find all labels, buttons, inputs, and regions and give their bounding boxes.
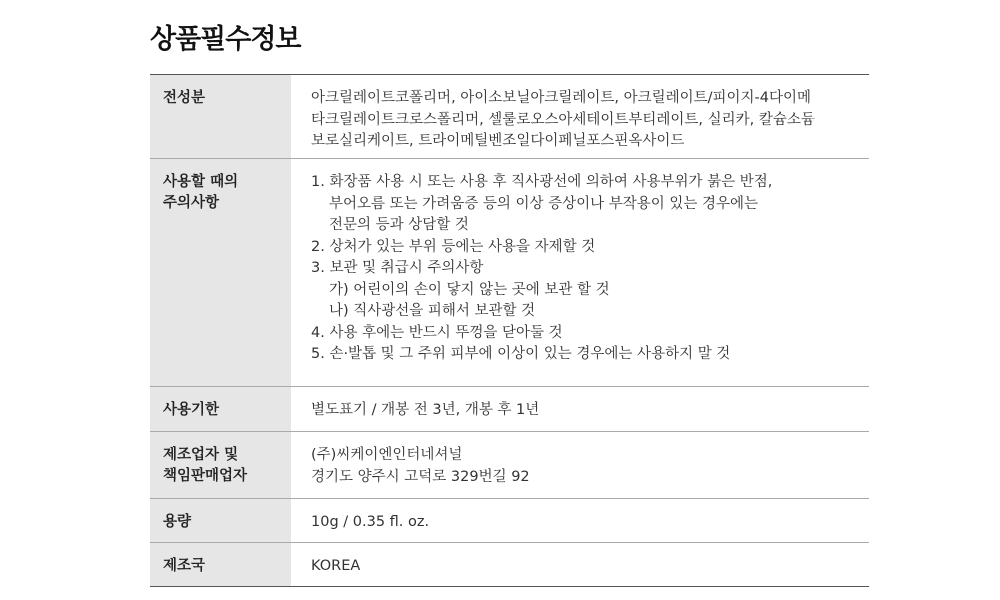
ingredients-line: 아크릴레이트코폴리머, 아이소보닐아크릴레이트, 아크릴레이트/피이지-4다이메 bbox=[311, 90, 812, 106]
label-expiry-text: 사용기한 bbox=[163, 402, 220, 418]
label-ingredients bbox=[150, 75, 291, 159]
caution-item: 5. 손·발톱 및 그 주위 피부에 이상이 있는 경우에는 사용하지 말 것 bbox=[311, 346, 731, 362]
label-ingredients-text: 전성분 bbox=[163, 90, 206, 106]
label-volume bbox=[150, 499, 291, 543]
caution-subitem: 나) 직사광선을 피해서 보관할 것 bbox=[329, 303, 536, 319]
label-volume-text: 용량 bbox=[163, 514, 192, 530]
product-info-section bbox=[150, 0, 869, 587]
table-row-caution bbox=[150, 159, 869, 387]
value-country bbox=[291, 543, 869, 587]
page-title: 상품필수정보 bbox=[150, 24, 301, 55]
caution-item: 1. 화장품 사용 시 또는 사용 후 직사광선에 의하여 사용부위가 붉은 반점, bbox=[311, 174, 773, 190]
ingredients-line: 보로실리케이트, 트라이메틸벤조일다이페닐포스핀옥사이드 bbox=[311, 133, 685, 149]
label-country-text: 제조국 bbox=[163, 558, 206, 574]
value-volume bbox=[291, 499, 869, 543]
label-maker-line1: 제조업자 및 bbox=[163, 447, 239, 463]
ingredients-line: 타크릴레이트크로스폴리머, 셀룰로오스아세테이트부티레이트, 실리카, 칼슘소듐 bbox=[311, 111, 815, 128]
volume-text: 10g / 0.35 fl. oz. bbox=[311, 514, 430, 530]
value-caution bbox=[291, 159, 869, 387]
label-caution bbox=[150, 159, 291, 387]
label-country bbox=[150, 543, 291, 587]
country-text: KOREA bbox=[311, 558, 361, 574]
table-row-maker bbox=[150, 432, 869, 499]
label-expiry bbox=[150, 387, 291, 432]
caution-item: 3. 보관 및 취급시 주의사항 bbox=[311, 260, 484, 276]
value-ingredients bbox=[291, 75, 869, 159]
label-maker bbox=[150, 432, 291, 499]
value-maker bbox=[291, 432, 869, 499]
table-row-ingredients bbox=[150, 75, 869, 159]
caution-item: 2. 상처가 있는 부위 등에는 사용을 자제할 것 bbox=[311, 238, 596, 255]
value-expiry bbox=[291, 387, 869, 432]
caution-item-continued: 전문의 등과 상담할 것 bbox=[329, 217, 469, 233]
label-caution-line2: 주의사항 bbox=[163, 195, 220, 211]
expiry-text: 별도표기 / 개봉 전 3년, 개봉 후 1년 bbox=[311, 402, 540, 418]
maker-address: 경기도 양주시 고덕로 329번길 92 bbox=[311, 468, 530, 485]
table-row-expiry bbox=[150, 387, 869, 432]
product-info-table bbox=[150, 74, 869, 587]
label-caution-line1: 사용할 때의 bbox=[163, 174, 239, 190]
table-row-volume bbox=[150, 499, 869, 543]
caution-item-continued: 부어오름 또는 가려움증 등의 이상 증상이나 부작용이 있는 경우에는 bbox=[329, 195, 759, 212]
table-row-country bbox=[150, 543, 869, 587]
caution-item: 4. 사용 후에는 반드시 뚜껑을 닫아둘 것 bbox=[311, 324, 563, 341]
maker-company-name: (주)씨케이엔인터네셔널 bbox=[311, 447, 463, 463]
caution-subitem: 가) 어린이의 손이 닿지 않는 곳에 보관 할 것 bbox=[329, 281, 610, 298]
label-maker-line2: 책임판매업자 bbox=[163, 468, 248, 484]
